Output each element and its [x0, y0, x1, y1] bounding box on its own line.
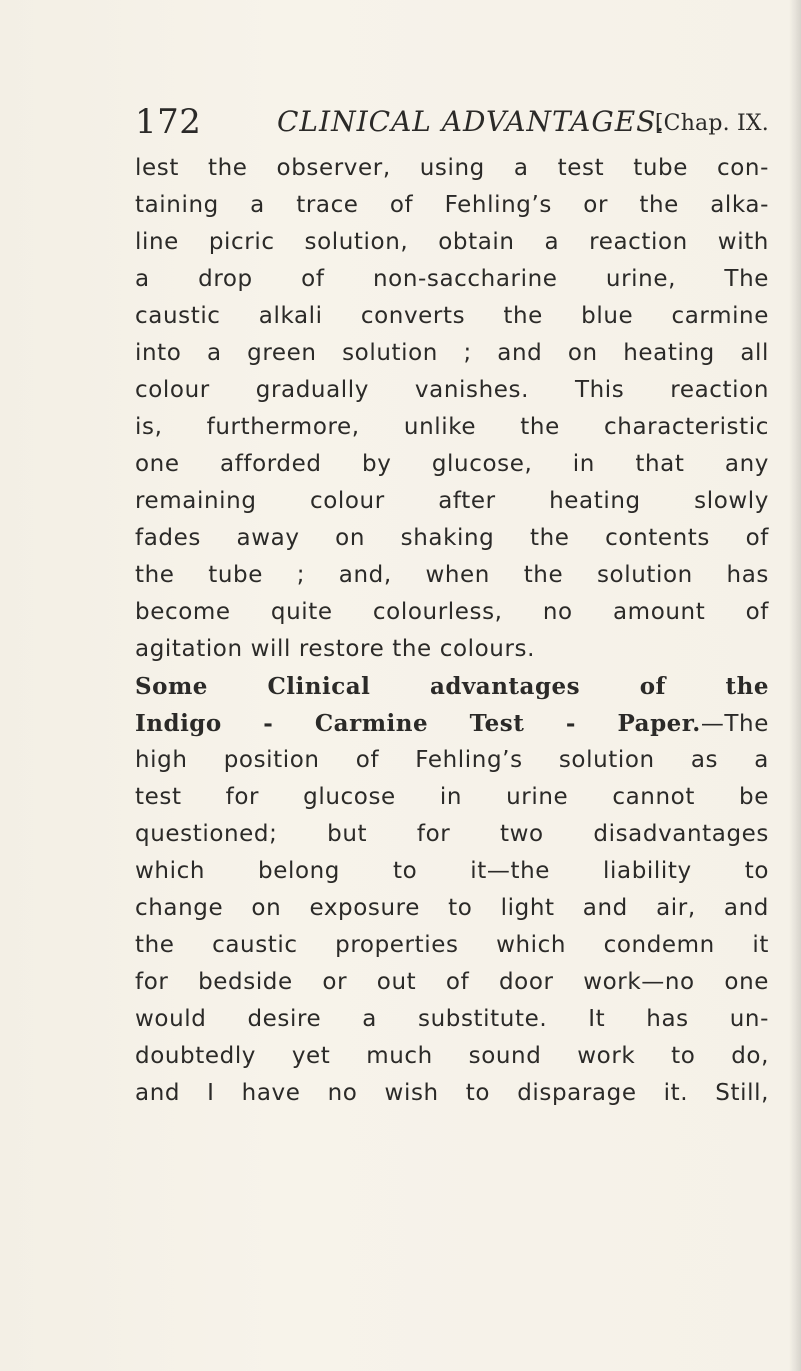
page-edge-shadow [789, 0, 801, 1371]
text-line: line picric solution, obtain a reaction with [135, 229, 769, 255]
text-line: fades away on shaking the contents of [135, 525, 769, 551]
text-line: one afforded by glucose, in that any [135, 451, 769, 477]
text-line: into a green solution ; and on heating all [135, 340, 769, 366]
section-heading-dash: —The [700, 711, 769, 737]
text-line: become quite colourless, no amount of [135, 599, 769, 625]
section-heading-line-2 [135, 705, 769, 742]
section-heading-line: Some Clinical advantages of the [135, 673, 769, 700]
text-line: taining a trace of Fehling’s or the alka- [135, 192, 769, 218]
body-text [135, 150, 769, 1112]
text-line: which belong to it—the liability to [135, 858, 769, 884]
running-head: CLINICAL ADVANTAGES. [277, 105, 666, 138]
page-number: 172 [135, 102, 202, 142]
text-line: the caustic properties which condemn it [135, 932, 769, 958]
text-line: the tube ; and, when the solution has [135, 562, 769, 588]
text-line: test for glucose in urine cannot be [135, 784, 769, 810]
text-line: for bedside or out of door work—no one [135, 969, 769, 995]
page-header [135, 100, 769, 144]
text-line: colour gradually vanishes. This reaction [135, 377, 769, 403]
text-line: high position of Fehling’s solution as a [135, 747, 769, 773]
text-line: and I have no wish to disparage it. Still, [135, 1080, 769, 1106]
text-line: agitation will restore the colours. [135, 636, 536, 662]
section-heading: Indigo - Carmine Test - Paper. [135, 710, 701, 737]
text-line: lest the observer, using a test tube con- [135, 155, 769, 181]
text-line: a drop of non-saccharine urine, The [135, 266, 769, 292]
text-line: would desire a substitute. It has un- [135, 1006, 769, 1032]
text-line: doubtedly yet much sound work to do, [135, 1043, 769, 1069]
text-line: change on exposure to light and air, and [135, 895, 769, 921]
chapter-reference: [Chap. IX. [654, 111, 769, 136]
text-line: caustic alkali converts the blue carmine [135, 303, 769, 329]
text-line: questioned; but for two disadvantages [135, 821, 769, 847]
text-line: remaining colour after heating slowly [135, 488, 769, 514]
text-line: is, furthermore, unlike the characteristic [135, 414, 769, 440]
